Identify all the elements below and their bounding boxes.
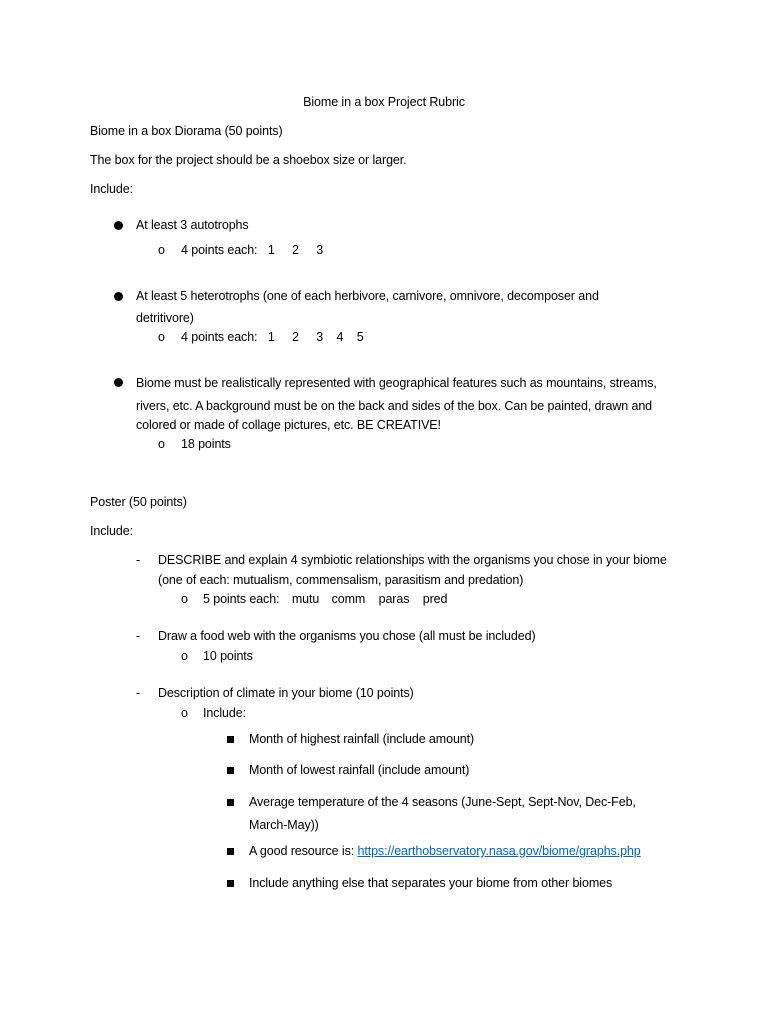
poster-item-1-line1: DESCRIBE and explain 4 symbiotic relationships with the organisms you chose in your biome bbox=[158, 553, 667, 567]
sub-bullet-marker: o bbox=[181, 706, 188, 720]
resource-label: A good resource is: bbox=[249, 844, 358, 858]
check-paras: paras bbox=[378, 592, 410, 606]
diorama-heading: Biome in a box Diorama (50 points) bbox=[90, 124, 283, 138]
poster-item-2-text: Draw a food web with the organisms you chose (all must be included) bbox=[158, 629, 536, 643]
climate-item-lowest-rainfall: Month of lowest rainfall (include amount) bbox=[249, 763, 470, 777]
climate-item-avg-temp-line1: Average temperature of the 4 seasons (June-Sept, Sept-Nov, Dec-Feb, bbox=[249, 795, 636, 809]
bullet-icon bbox=[114, 221, 123, 230]
dash-marker: - bbox=[136, 629, 141, 643]
square-bullet-icon bbox=[227, 880, 234, 887]
diorama-item-2-line1: At least 5 heterotrophs (one of each herbivore, carnivore, omnivore, decomposer and bbox=[136, 289, 599, 303]
sub-bullet-marker: o bbox=[181, 649, 188, 663]
diorama-item-3-line3: colored or made of collage pictures, etc. BE CREATIVE! bbox=[136, 418, 441, 432]
diorama-include-label: Include: bbox=[90, 182, 133, 196]
poster-item-1-points bbox=[203, 591, 447, 607]
points-label: 4 points each: bbox=[181, 330, 258, 344]
check-pred: pred bbox=[422, 592, 448, 606]
diorama-item-3-line2: rivers, etc. A background must be on the back and sides of the box. Can be painted, drawn and bbox=[136, 399, 653, 413]
poster-item-2-points: 10 points bbox=[203, 649, 253, 663]
climate-item-highest-rainfall: Month of highest rainfall (include amount) bbox=[249, 732, 475, 746]
sub-bullet-marker: o bbox=[158, 330, 165, 344]
climate-item-avg-temp-line2: March-May)) bbox=[249, 818, 319, 832]
diorama-item-3-line1: Biome must be realistically represented with geographical features such as mountains, streams, bbox=[136, 376, 657, 390]
diorama-item-3-points: 18 points bbox=[181, 437, 231, 451]
climate-item-other: Include anything else that separates your biome from other biomes bbox=[249, 876, 613, 890]
diorama-item-1-points bbox=[181, 242, 323, 258]
dash-marker: - bbox=[136, 686, 141, 700]
check-comm: comm bbox=[331, 592, 366, 606]
sub-bullet-marker: o bbox=[158, 437, 165, 451]
points-label: 5 points each: bbox=[203, 592, 280, 606]
diorama-item-2-line2: detritivore) bbox=[136, 311, 194, 325]
diorama-item-2-points bbox=[181, 329, 364, 345]
climate-include-label: Include: bbox=[203, 706, 246, 720]
climate-item-resource bbox=[249, 843, 641, 859]
diorama-box-note: The box for the project should be a shoebox size or larger. bbox=[90, 153, 407, 167]
points-label: 4 points each: bbox=[181, 243, 258, 257]
check-5: 5 bbox=[356, 330, 364, 344]
check-4: 4 bbox=[336, 330, 344, 344]
check-3: 3 bbox=[316, 243, 324, 257]
check-3: 3 bbox=[316, 330, 324, 344]
poster-include-label: Include: bbox=[90, 524, 133, 538]
dash-marker: - bbox=[136, 553, 141, 567]
square-bullet-icon bbox=[227, 767, 234, 774]
square-bullet-icon bbox=[227, 848, 234, 855]
bullet-icon bbox=[114, 292, 123, 301]
check-1: 1 bbox=[267, 243, 275, 257]
check-1: 1 bbox=[267, 330, 275, 344]
poster-heading: Poster (50 points) bbox=[90, 495, 187, 509]
sub-bullet-marker: o bbox=[181, 592, 188, 606]
resource-link[interactable]: https://earthobservatory.nasa.gov/biome/graphs.php bbox=[357, 844, 641, 858]
diorama-item-1-text: At least 3 autotrophs bbox=[136, 218, 249, 232]
bullet-icon bbox=[114, 378, 123, 387]
page-title: Biome in a box Project Rubric bbox=[303, 95, 465, 109]
poster-item-3-text: Description of climate in your biome (10 points) bbox=[158, 686, 414, 700]
sub-bullet-marker: o bbox=[158, 243, 165, 257]
check-2: 2 bbox=[292, 330, 299, 344]
check-mutu: mutu bbox=[291, 592, 320, 606]
check-2: 2 bbox=[292, 243, 299, 257]
square-bullet-icon bbox=[227, 799, 234, 806]
square-bullet-icon bbox=[227, 736, 234, 743]
poster-item-1-line2: (one of each: mutualism, commensalism, parasitism and predation) bbox=[158, 573, 524, 587]
